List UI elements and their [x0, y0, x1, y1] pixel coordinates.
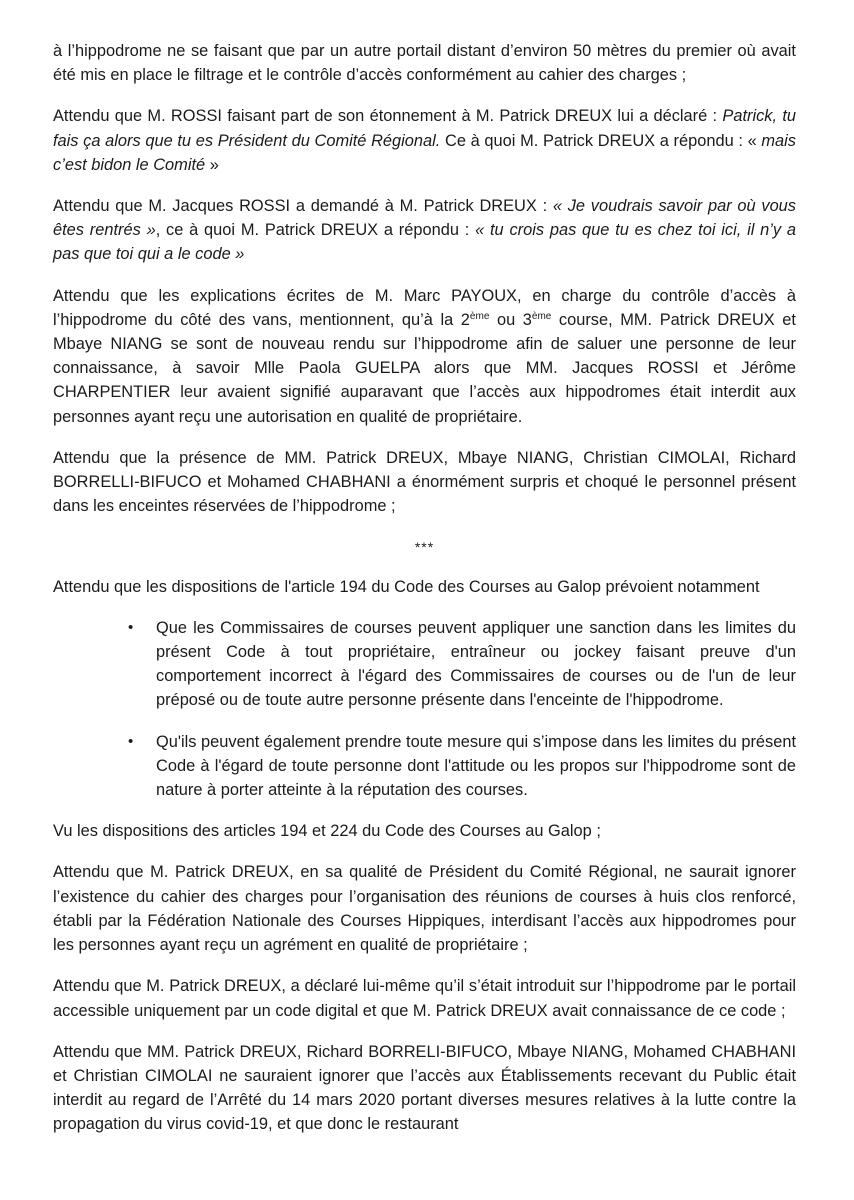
paragraph-cahier-des-charges: Attendu que M. Patrick DREUX, en sa qualité de Président du Comité Régional, ne saurait ignorer l’existence du cahier des charges pour l’organisation des réunions de courses à huis clos renforcé, établi par la Fédération Nationale des Courses Hippiques, interdisant l’accès aux hippodromes pour les personnes ayant reçu un agrément en qualité de propriétaire ; [53, 863, 796, 955]
quote-italic: « tu crois pas que tu es chez toi ici, il n’y a pas que toi qui a le code » [53, 221, 797, 264]
quote-italic: « Je voudrais savoir par où vous êtes rentrés » [53, 197, 796, 240]
paragraph-vu-dispositions: Vu les dispositions des articles 194 et 224 du Code des Courses au Galop ; [53, 822, 601, 841]
text-run: Ce à quoi M. Patrick DREUX a répondu : « [440, 131, 762, 150]
quote-italic: Patrick, tu fais ça alors que tu es Président du Comité Régional. [53, 107, 796, 150]
paragraph-presence: Attendu que la présence de MM. Patrick DREUX, Mbaye NIANG, Christian CIMOLAI, Richard BORRELLI-BIFUCO et Mohamed CHABHANI a énormément surpris et choqué le personnel présent dans les enceintes réservées de l’hippodrome ; [53, 448, 796, 516]
list-item-text: Qu'ils peuvent également prendre toute mesure qui s’impose dans les limites du présent Code à l'égard de toute personne dont l'attitude ou les propos sur l'hippodrome sont de nature à porter atteinte à la réputation des courses. [156, 732, 796, 800]
list-item [128, 730, 796, 803]
superscript: ème [531, 310, 552, 322]
superscript: ème [469, 310, 490, 322]
list-item-text: Que les Commissaires de courses peuvent appliquer une sanction dans les limites du présent Code à tout propriétaire, entraîneur ou jockey faisant preuve d'un comportement incorrect à l'égard des Commissaires de courses ou de l'un de leur préposé ou de toute autre personne présente dans l'enceinte de l'hippodrome. [156, 618, 796, 710]
paragraph-payoux [53, 284, 796, 429]
text-run: course, MM. Patrick DREUX et Mbaye NIANG se sont de nouveau rendu sur l’hippodrome afin de saluer une personne de leur connaissance, à savoir Mlle Paola GUELPA alors que MM. Jacques ROSSI et Jérôme CHARPENTIER leur avaient signifié auparavant que l’accès aux hippodromes était interdit aux personnes ayant reçu une autorisation en qualité de propriétaire. [53, 310, 796, 426]
bullet-list [53, 616, 796, 802]
paragraph-continuation: à l’hippodrome ne se faisant que par un autre portail distant d’environ 50 mètres du premier où avait été mis en place le filtrage et le contrôle d’accès conformément au cahier des charges ; [53, 42, 796, 85]
paragraph-article-194: Attendu que les dispositions de l'article 194 du Code des Courses au Galop prévoient notamment [53, 577, 760, 596]
text-run: » [205, 155, 219, 174]
text-run: Attendu que M. ROSSI faisant part de son étonnement à M. Patrick DREUX lui a déclaré : [53, 107, 723, 126]
bullet-icon: • [128, 618, 134, 636]
text-run: Attendu que les explications écrites de M. Marc PAYOUX, en charge du contrôle d’accès à l’hippodrome du côté des vans, mentionnent, qu’à la 2 [53, 286, 796, 329]
list-item [128, 616, 796, 713]
text-run: ou 3 [489, 310, 532, 329]
text-run: Attendu que M. Jacques ROSSI a demandé à M. Patrick DREUX : [53, 197, 553, 216]
paragraph-erp: Attendu que MM. Patrick DREUX, Richard BORRELI-BIFUCO, Mbaye NIANG, Mohamed CHABHANI et Christian CIMOLAI ne sauraient ignorer que l’accès aux Établissements recevant du Public était interdit au regard de l’Arrêté du 14 mars 2020 portant diverses mesures relatives à la lutte contre la propagation du virus covid-19, et que donc le restaurant [53, 1042, 796, 1134]
text-run: , ce à quoi M. Patrick DREUX a répondu : [155, 221, 476, 240]
paragraph-rossi-question [53, 194, 796, 267]
section-separator: *** [414, 539, 435, 556]
paragraph-rossi-surprise [53, 104, 796, 177]
paragraph-code-digital: Attendu que M. Patrick DREUX, a déclaré lui-même qu’il s’était introduit sur l’hippodrome par le portail accessible uniquement par un code digital et que M. Patrick DREUX avait connaissance de ce code ; [53, 977, 796, 1020]
quote-italic: mais c’est bidon le Comité [53, 131, 796, 174]
bullet-icon: • [128, 732, 134, 750]
